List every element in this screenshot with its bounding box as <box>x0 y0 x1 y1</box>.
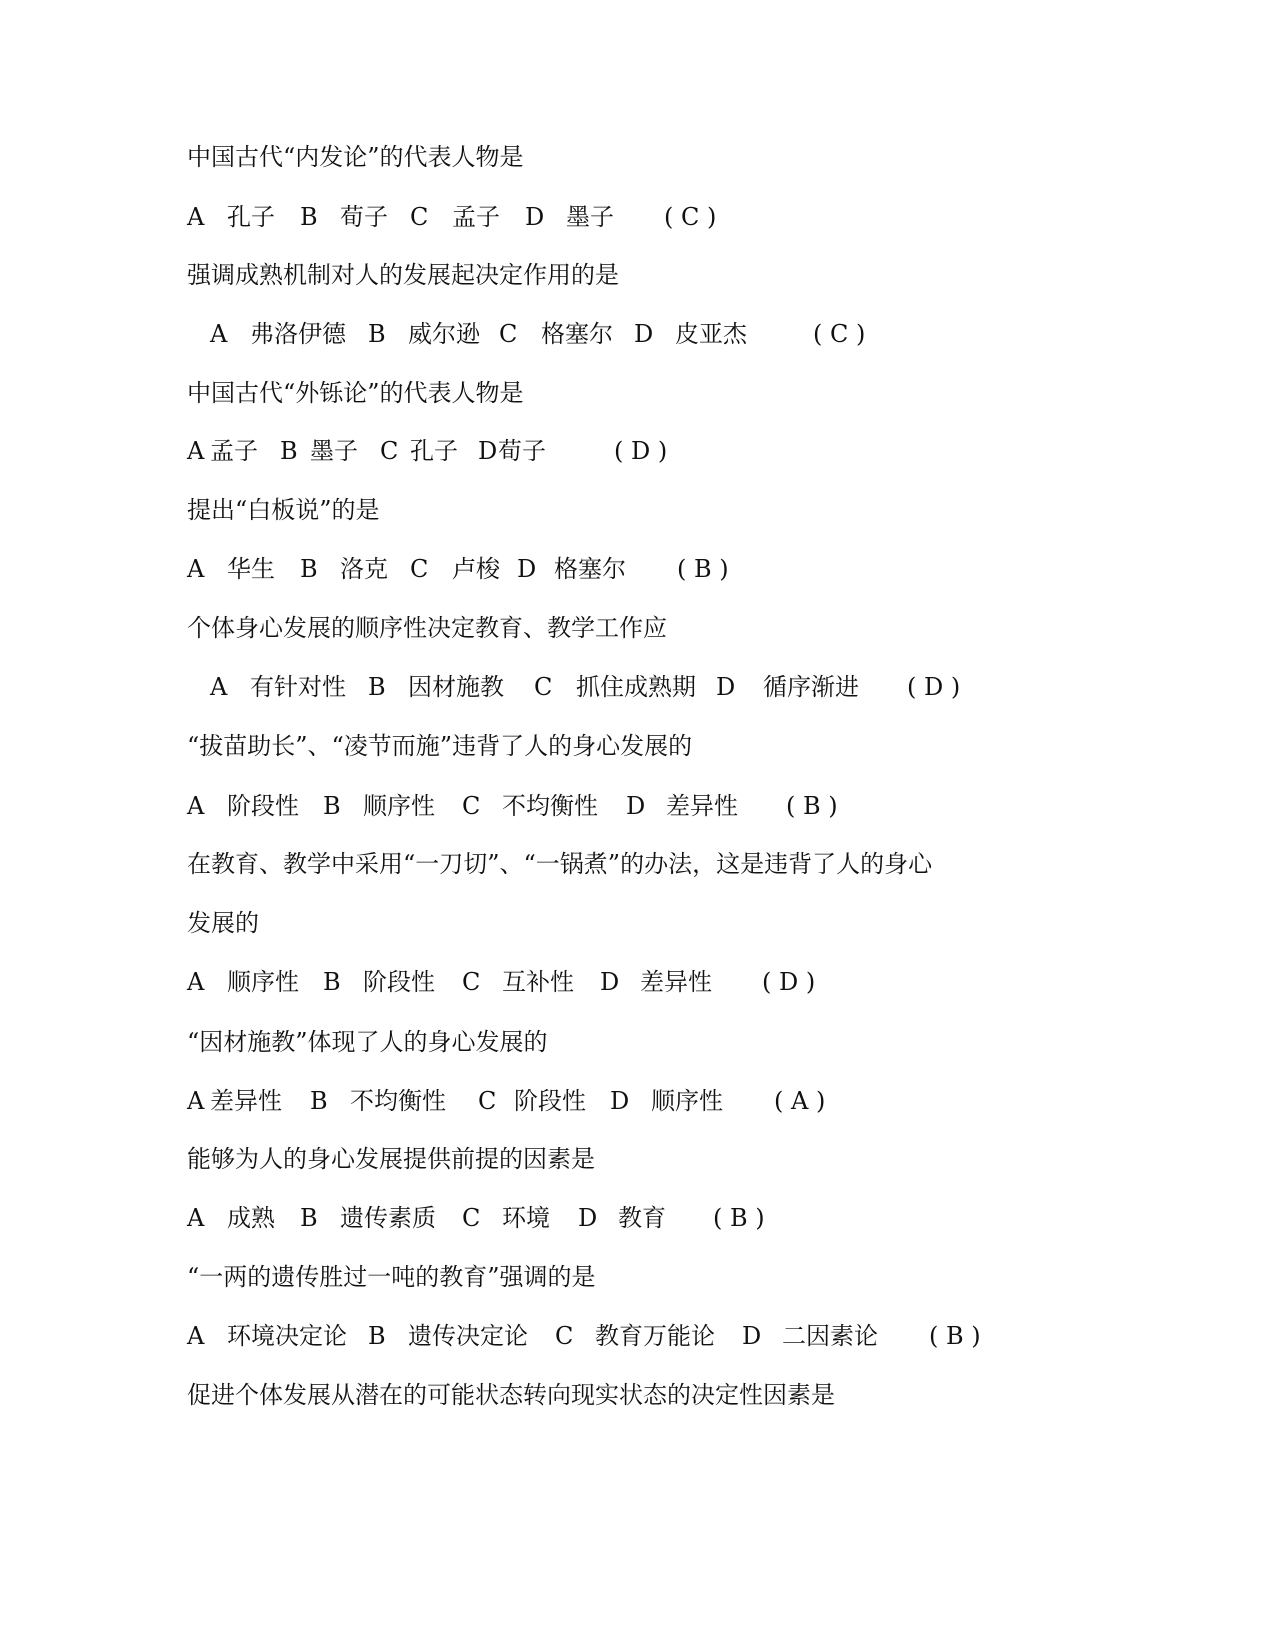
question-stem: 能够为人的身心发展提供前提的因素是 <box>187 1145 595 1173</box>
option-letter: A <box>187 1204 205 1232</box>
options-row <box>0 1085 1275 1117</box>
question-stem: “因材施教”体现了人的身心发展的 <box>187 1028 548 1056</box>
option-text: 循序渐进 <box>763 673 859 701</box>
option-text: 洛克 <box>340 555 388 583</box>
option-letter: C <box>410 555 429 583</box>
option-letter: C <box>410 203 429 231</box>
option-letter: C <box>462 792 481 820</box>
option-text: 成熟 <box>227 1204 275 1232</box>
option-text: 弗洛伊德 <box>250 320 346 348</box>
option-letter: C <box>499 320 518 348</box>
option-letter: C <box>555 1322 574 1350</box>
option-text: 抓住成熟期 <box>576 673 696 701</box>
option-text: 教育 <box>618 1204 666 1232</box>
options-row <box>0 966 1275 998</box>
option-letter: A <box>187 437 205 465</box>
question-stem: 强调成熟机制对人的发展起决定作用的是 <box>187 261 619 289</box>
option-letter: C <box>462 1204 481 1232</box>
options-row <box>0 435 1275 467</box>
answer-key: ( B ) <box>929 1322 981 1350</box>
option-letter: B <box>300 203 318 231</box>
option-text: 顺序性 <box>227 968 299 996</box>
option-letter: B <box>323 968 341 996</box>
option-letter: D <box>600 968 620 996</box>
option-letter: C <box>534 673 553 701</box>
option-text: 差异性 <box>666 792 738 820</box>
option-text: 荀子 <box>340 203 388 231</box>
option-text: 二因素论 <box>782 1322 878 1350</box>
option-letter: A <box>210 320 228 348</box>
option-letter: A <box>187 1322 205 1350</box>
option-text: 卢梭 <box>452 555 500 583</box>
option-letter: B <box>368 1322 386 1350</box>
option-text: 环境 <box>502 1204 550 1232</box>
option-text: 遗传素质 <box>340 1204 436 1232</box>
option-letter: B <box>310 1087 328 1115</box>
option-letter: B <box>300 555 318 583</box>
option-text: 教育万能论 <box>595 1322 715 1350</box>
question-stem: 中国古代“内发论”的代表人物是 <box>187 143 524 171</box>
answer-key: ( D ) <box>907 673 961 701</box>
option-letter: A <box>187 1087 205 1115</box>
option-text: 华生 <box>227 555 275 583</box>
question-stem: 在教育、教学中采用“一刀切”、“一锅煮”的办法，这是违背了人的身心 <box>187 850 933 878</box>
option-letter: B <box>368 673 386 701</box>
option-text: 阶段性 <box>363 968 435 996</box>
options-row <box>0 1202 1275 1234</box>
options-row <box>0 790 1275 822</box>
option-text: 孔子 <box>410 437 458 465</box>
option-letter: C <box>462 968 481 996</box>
option-letter: D <box>578 1204 598 1232</box>
option-text: 阶段性 <box>227 792 299 820</box>
option-letter: D <box>517 555 537 583</box>
question-stem: “拔苗助长”、“凌节而施”违背了人的身心发展的 <box>187 732 693 760</box>
options-row <box>0 201 1275 233</box>
question-stem: 发展的 <box>187 909 259 937</box>
option-letter: B <box>280 437 298 465</box>
option-letter: A <box>210 673 228 701</box>
option-text: 皮亚杰 <box>675 320 747 348</box>
option-text: 不均衡性 <box>502 792 598 820</box>
option-text: 格塞尔 <box>541 320 613 348</box>
option-text: 因材施教 <box>408 673 504 701</box>
option-text: 孔子 <box>227 203 275 231</box>
option-letter: B <box>300 1204 318 1232</box>
option-letter: A <box>187 555 205 583</box>
option-letter: B <box>323 792 341 820</box>
option-letter: C <box>380 437 399 465</box>
question-stem: 提出“白板说”的是 <box>187 496 380 524</box>
option-text: 顺序性 <box>651 1087 723 1115</box>
option-text: 墨子 <box>566 203 614 231</box>
option-letter: D <box>610 1087 630 1115</box>
options-row <box>0 671 1275 703</box>
option-text: 不均衡性 <box>350 1087 446 1115</box>
option-text: 遗传决定论 <box>408 1322 528 1350</box>
option-text: 荀子 <box>498 437 546 465</box>
option-text: 格塞尔 <box>554 555 626 583</box>
option-letter: D <box>716 673 736 701</box>
option-letter: D <box>626 792 646 820</box>
question-stem: 促进个体发展从潜在的可能状态转向现实状态的决定性因素是 <box>187 1381 835 1409</box>
answer-key: ( D ) <box>614 437 668 465</box>
option-text: 差异性 <box>210 1087 282 1115</box>
option-text: 孟子 <box>210 437 258 465</box>
option-letter: A <box>187 968 205 996</box>
option-letter: B <box>368 320 386 348</box>
option-text: 互补性 <box>502 968 574 996</box>
option-letter: D <box>634 320 654 348</box>
option-text: 孟子 <box>452 203 500 231</box>
options-row <box>0 553 1275 585</box>
answer-key: ( D ) <box>762 968 816 996</box>
answer-key: ( B ) <box>677 555 729 583</box>
option-text: 顺序性 <box>363 792 435 820</box>
question-stem: 中国古代“外铄论”的代表人物是 <box>187 379 524 407</box>
option-text: 差异性 <box>640 968 712 996</box>
answer-key: ( A ) <box>774 1087 826 1115</box>
answer-key: ( B ) <box>713 1204 765 1232</box>
options-row <box>0 1320 1275 1352</box>
option-letter: A <box>187 203 205 231</box>
option-text: 阶段性 <box>514 1087 586 1115</box>
question-stem: “一两的遗传胜过一吨的教育”强调的是 <box>187 1263 596 1291</box>
option-letter: D <box>478 437 498 465</box>
option-letter: D <box>742 1322 762 1350</box>
option-letter: D <box>525 203 545 231</box>
answer-key: ( C ) <box>813 320 866 348</box>
answer-key: ( B ) <box>786 792 838 820</box>
option-text: 有针对性 <box>250 673 346 701</box>
option-text: 墨子 <box>310 437 358 465</box>
answer-key: ( C ) <box>664 203 717 231</box>
options-row <box>0 318 1275 350</box>
option-letter: C <box>478 1087 497 1115</box>
option-letter: A <box>187 792 205 820</box>
option-text: 威尔逊 <box>408 320 480 348</box>
question-stem: 个体身心发展的顺序性决定教育、教学工作应 <box>187 614 667 642</box>
option-text: 环境决定论 <box>227 1322 347 1350</box>
